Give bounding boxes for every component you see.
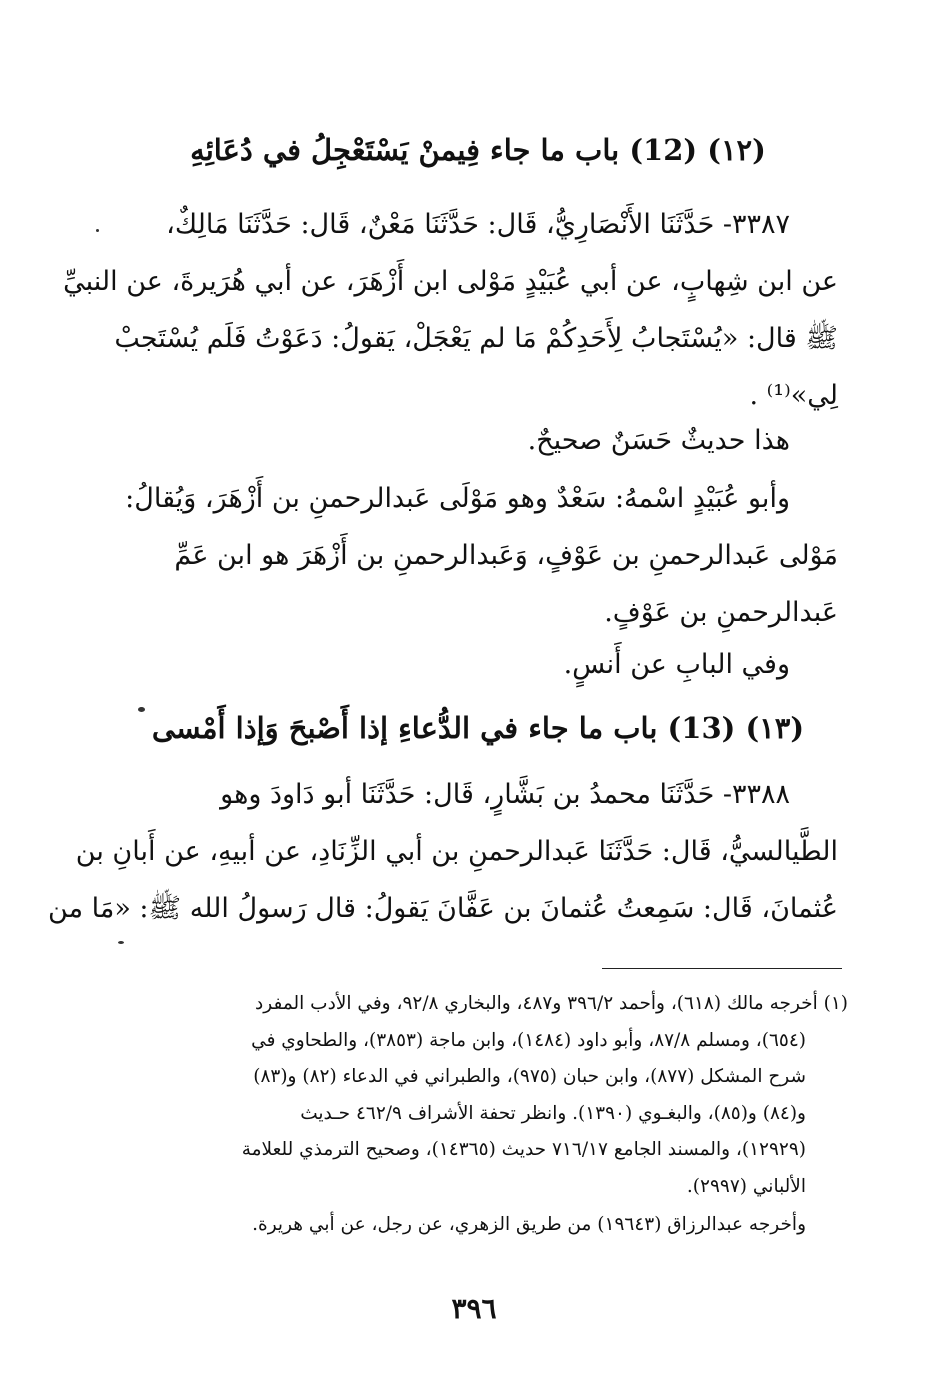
text-line: عُثمانَ، قَال: سَمِعتُ عُثمانَ بن عَفَّانَ يَقولُ: قال رَسولُ الله ﷺ: «مَا من: [48, 893, 838, 924]
text-line: عن ابن شِهابٍ، عن أبي عُبَيْدٍ مَوْلى ابن أَزْهَرَ، عن أبي هُرَيرةَ، عن النبيِّ: [63, 266, 838, 297]
footnote-line: و(٨٤) و(٨٥)، والبغـوي (١٣٩٠). وانظر تحفة الأشراف ٤٦٢/٩ حـديث: [300, 1102, 806, 1124]
ink-speck: [118, 941, 124, 944]
chapter-heading: (١٣) (13) باب ما جاء في الدُّعاءِ إذا أَصْبحَ وَإذا أَمْسى: [151, 711, 805, 745]
footnote-line: (٦٥٤)، ومسلم ٨٧/٨، وأبو داود (١٤٨٤)، وابن ماجة (٣٨٥٣)، والطحاوي في: [251, 1029, 806, 1051]
chapter-12-heading: [118, 130, 838, 170]
footnotes: [118, 986, 848, 1244]
narrator-note: [118, 470, 838, 641]
hadith-3388: [48, 766, 838, 937]
footnote-separator: [602, 968, 842, 969]
hadith-grading: [118, 412, 838, 469]
text-line: وفي البابِ عن أَنسٍ.: [563, 649, 790, 680]
text-line: عَبدالرحمنِ بن عَوْفٍ.: [604, 597, 838, 628]
page-number: ٣٩٦: [451, 1292, 497, 1325]
footnote-line: الألباني (٢٩٩٧).: [686, 1175, 806, 1197]
text-line: الطَّيالسيُّ، قَال: حَدَّثَنَا عَبدالرحمنِ بن أبي الزِّنَادِ، عن أبيهِ، عن أَبانِ بن: [75, 836, 838, 867]
chapter-heading: (١٢) (12) باب ما جاء فِيمنْ يَسْتَعْجِلُ في دُعَائِهِ: [190, 133, 766, 167]
text-line: ٣٣٨٧- حَدَّثَنَا الأَنْصَارِيُّ، قَال: حَدَّثَنَا مَعْنٌ، قَال: حَدَّثَنَا مَالِكٌ،: [166, 209, 790, 240]
ink-speck: [96, 229, 99, 232]
ink-speck: [138, 707, 145, 712]
text-line: مَوْلى عَبدالرحمنِ بن عَوْفٍ، وَعَبدالرحمنِ بن أَزْهَرَ هو ابن عَمِّ: [174, 540, 838, 571]
text-line: ﷺ قال: «يُسْتَجابُ لِأَحَدِكُمْ مَا لم يَعْجَلْ، يَقولُ: دَعَوْتُ فَلَم يُسْتَجبْ: [114, 323, 838, 354]
bab-note: [118, 636, 838, 693]
text-line: وأبو عُبَيْدٍ اسْمهُ: سَعْدٌ وهو مَوْلَى عَبدالرحمنِ بن أَزْهَرَ، وَيُقالُ:: [125, 483, 790, 514]
chapter-13-heading: [118, 708, 838, 748]
footnote-line: شرح المشكل (٨٧٧)، وابن حبان (٩٧٥)، والطبراني في الدعاء (٨٢) و(٨٣): [253, 1066, 806, 1087]
footnote-line: (١) أخرجه مالك (٦١٨)، وأحمد ٣٩٦/٢ و٤٨٧، والبخاري ٩٢/٨، وفي الأدب المفرد: [255, 993, 848, 1014]
text-line: لِي»⁽¹⁾ .: [749, 380, 838, 411]
text-line: هذا حديثٌ حَسَنٌ صحيحٌ.: [527, 425, 790, 456]
text-line: ٣٣٨٨- حَدَّثَنَا محمدُ بن بَشَّارٍ، قَال: حَدَّثَنَا أبو دَاودَ وهو: [220, 779, 790, 810]
footnote-line: وأخرجه عبدالرزاق (١٩٦٤٣) من طريق الزهري، عن رجل، عن أبي هريرة.: [252, 1214, 806, 1235]
footnote-line: (١٢٩٢٩)، والمسند الجامع ٧١٦/١٧ حديث (١٤٣٦٥)، وصحيح الترمذي للعلامة: [241, 1139, 806, 1160]
hadith-3387: [63, 196, 838, 424]
